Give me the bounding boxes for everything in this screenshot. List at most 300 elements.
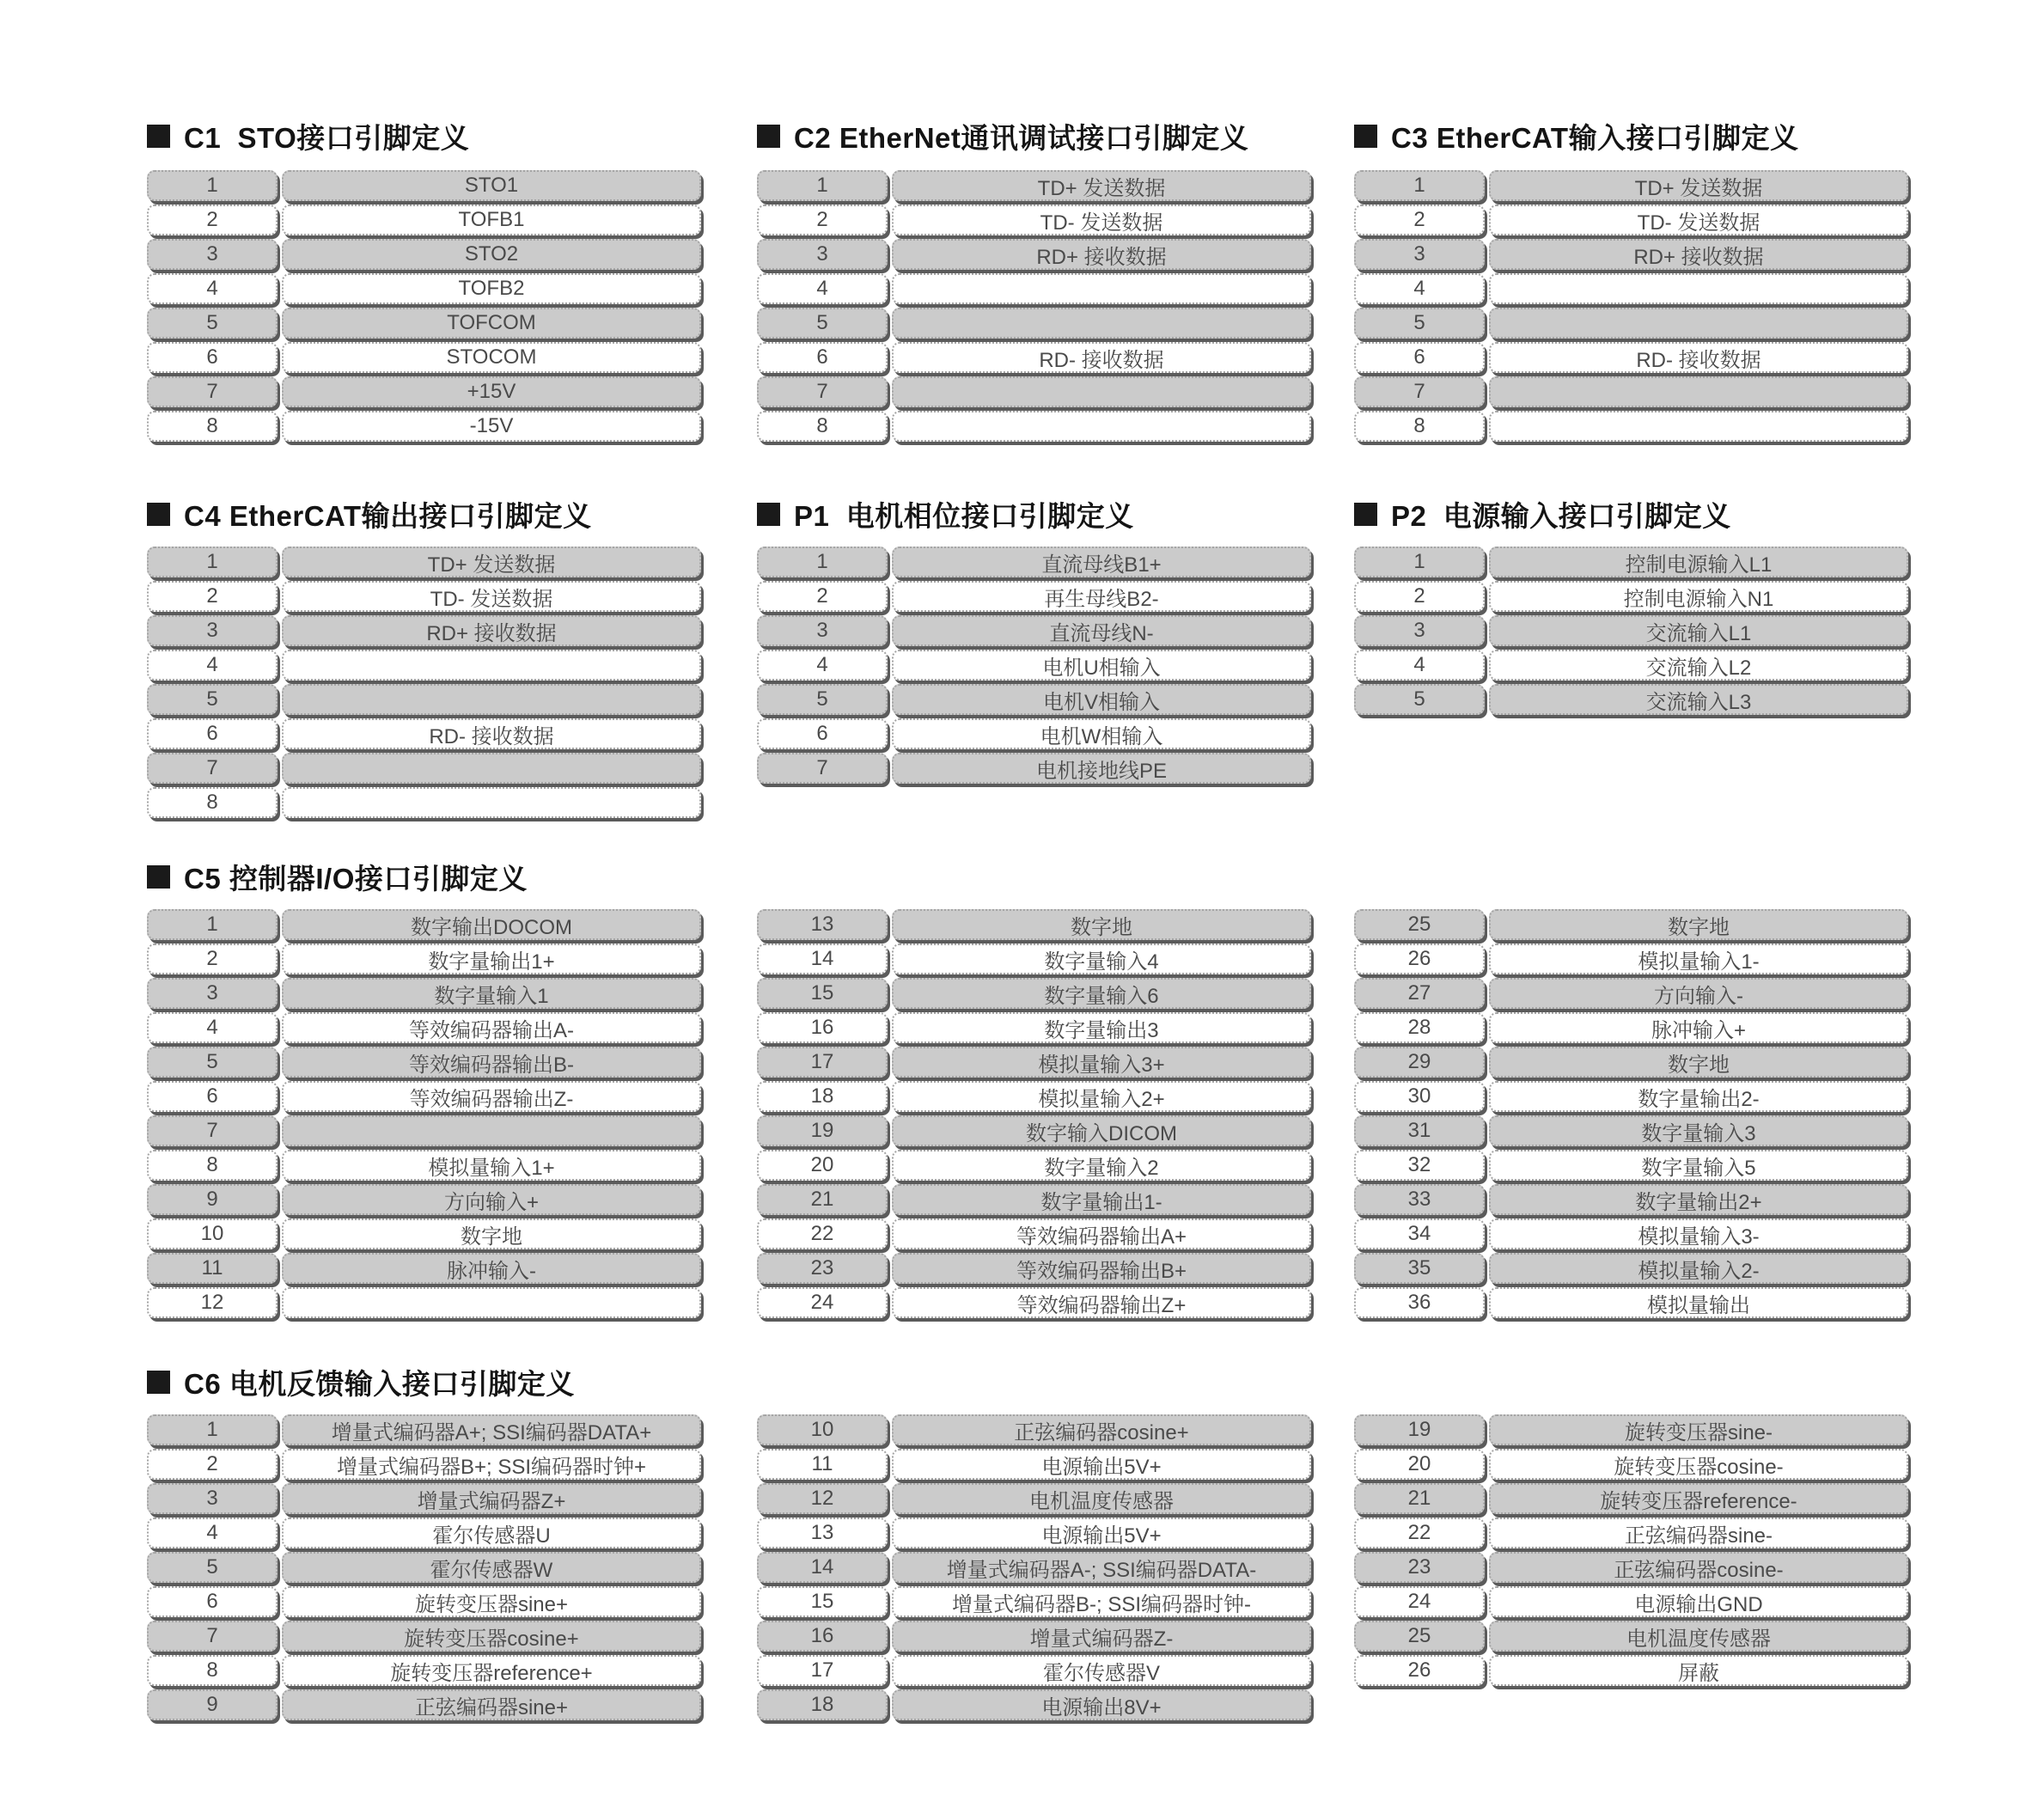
pin-number: 2 <box>757 205 888 235</box>
pin-label: TOFCOM <box>282 308 701 339</box>
table-row <box>147 1655 701 1686</box>
table-row <box>1354 239 1908 270</box>
pin-label: 脉冲输入- <box>282 1253 701 1284</box>
table-row <box>757 1689 1311 1720</box>
pin-label: 增量式编码器B+; SSI编码器时钟+ <box>282 1449 701 1480</box>
pin-label: 数字地 <box>1489 1047 1908 1078</box>
table-row <box>1354 1218 1908 1249</box>
pin-label <box>1489 308 1908 339</box>
c4-pin-table <box>147 547 701 818</box>
pin-label <box>892 273 1311 304</box>
section-title-c1 <box>147 117 469 155</box>
pin-label: TD- 发送数据 <box>282 581 701 612</box>
pin-number: 3 <box>1354 615 1485 646</box>
pin-label: 旋转变压器sine- <box>1489 1414 1908 1445</box>
table-row <box>147 909 701 940</box>
pin-label: 控制电源输入N1 <box>1489 581 1908 612</box>
table-row <box>147 978 701 1009</box>
pin-label: RD- 接收数据 <box>892 342 1311 373</box>
section-title-p2 <box>1354 495 1731 533</box>
c6-pin-table-19-26 <box>1354 1414 1908 1686</box>
pin-number: 2 <box>1354 205 1485 235</box>
pin-number: 5 <box>757 684 888 715</box>
pin-label: 数字输入DICOM <box>892 1115 1311 1146</box>
pin-label: 等效编码器输出B- <box>282 1047 701 1078</box>
table-row <box>147 1184 701 1215</box>
table-row <box>757 308 1311 339</box>
pin-number: 4 <box>1354 273 1485 304</box>
black-square-icon <box>1354 125 1377 148</box>
table-row <box>147 547 701 577</box>
pin-label <box>892 308 1311 339</box>
pin-number: 7 <box>147 376 278 407</box>
pin-label: STO2 <box>282 239 701 270</box>
pin-label: 数字量输出1- <box>892 1184 1311 1215</box>
section-title-text: P1 电机相位接口引脚定义 <box>794 499 1134 532</box>
table-row <box>757 1047 1311 1078</box>
pin-number: 9 <box>147 1689 278 1720</box>
table-row <box>1354 1184 1908 1215</box>
pin-number: 7 <box>1354 376 1485 407</box>
pin-number: 19 <box>757 1115 888 1146</box>
pin-label <box>282 684 701 715</box>
table-row <box>757 684 1311 715</box>
pin-number: 14 <box>757 1552 888 1583</box>
pin-number: 1 <box>147 547 278 577</box>
pin-number: 6 <box>1354 342 1485 373</box>
pin-label: 增量式编码器B-; SSI编码器时钟- <box>892 1586 1311 1617</box>
pin-number: 3 <box>147 615 278 646</box>
table-row <box>1354 1047 1908 1078</box>
pin-label <box>282 753 701 784</box>
pin-number: 2 <box>147 1449 278 1480</box>
pin-number: 1 <box>1354 170 1485 201</box>
pin-number: 13 <box>757 909 888 940</box>
table-row <box>757 650 1311 681</box>
c5-pin-table-25-36 <box>1354 909 1908 1318</box>
table-row <box>1354 1150 1908 1181</box>
table-row <box>147 1621 701 1652</box>
pin-label: 模拟量输出 <box>1489 1287 1908 1318</box>
table-row <box>1354 581 1908 612</box>
pin-number: 5 <box>757 308 888 339</box>
black-square-icon <box>147 1371 170 1394</box>
pin-number: 5 <box>1354 308 1485 339</box>
pin-number: 31 <box>1354 1115 1485 1146</box>
pin-label: 电源输出5V+ <box>892 1449 1311 1480</box>
table-row <box>147 308 701 339</box>
table-row <box>1354 1552 1908 1583</box>
table-row <box>757 1150 1311 1181</box>
pin-number: 20 <box>757 1150 888 1181</box>
pin-number: 25 <box>1354 909 1485 940</box>
table-row <box>757 944 1311 974</box>
pin-number: 32 <box>1354 1150 1485 1181</box>
table-row <box>147 581 701 612</box>
pin-number: 27 <box>1354 978 1485 1009</box>
pin-number: 24 <box>757 1287 888 1318</box>
pin-number: 29 <box>1354 1047 1485 1078</box>
pin-number: 24 <box>1354 1586 1485 1617</box>
pin-number: 5 <box>147 308 278 339</box>
pin-label: TD+ 发送数据 <box>892 170 1311 201</box>
pin-number: 17 <box>757 1655 888 1686</box>
pin-label: 等效编码器输出B+ <box>892 1253 1311 1284</box>
pin-label: TOFB1 <box>282 205 701 235</box>
pin-number: 6 <box>147 718 278 749</box>
table-row <box>147 170 701 201</box>
pin-number: 14 <box>757 944 888 974</box>
table-row <box>757 547 1311 577</box>
pin-number: 21 <box>757 1184 888 1215</box>
section-title-p1 <box>757 495 1134 533</box>
pin-label <box>892 411 1311 442</box>
pin-number: 1 <box>147 170 278 201</box>
table-row <box>147 615 701 646</box>
pin-label <box>1489 411 1908 442</box>
table-row <box>1354 909 1908 940</box>
table-row <box>757 615 1311 646</box>
pin-label: 电机温度传感器 <box>892 1483 1311 1514</box>
pin-number: 13 <box>757 1518 888 1548</box>
pin-label: 等效编码器输出A+ <box>892 1218 1311 1249</box>
table-row <box>757 1184 1311 1215</box>
black-square-icon <box>757 125 780 148</box>
pin-number: 8 <box>147 1655 278 1686</box>
pin-number: 20 <box>1354 1449 1485 1480</box>
pin-label: 交流输入L1 <box>1489 615 1908 646</box>
pin-number: 2 <box>147 944 278 974</box>
table-row <box>147 1115 701 1146</box>
pin-label: 方向输入- <box>1489 978 1908 1009</box>
pin-label: 增量式编码器A-; SSI编码器DATA- <box>892 1552 1311 1583</box>
pin-number: 26 <box>1354 944 1485 974</box>
section-title-text: C6 电机反馈输入接口引脚定义 <box>184 1367 575 1400</box>
table-row <box>1354 1081 1908 1112</box>
pin-label: 正弦编码器cosine+ <box>892 1414 1311 1445</box>
table-row <box>1354 615 1908 646</box>
table-row <box>1354 205 1908 235</box>
table-row <box>1354 1253 1908 1284</box>
table-row <box>757 718 1311 749</box>
table-row <box>1354 342 1908 373</box>
table-row <box>147 1449 701 1480</box>
table-row <box>757 1218 1311 1249</box>
pin-label: 正弦编码器sine+ <box>282 1689 701 1720</box>
pin-label: RD+ 接收数据 <box>1489 239 1908 270</box>
pin-number: 4 <box>757 650 888 681</box>
pin-label: -15V <box>282 411 701 442</box>
pin-number: 8 <box>147 411 278 442</box>
table-row <box>1354 170 1908 201</box>
table-row <box>147 1689 701 1720</box>
table-row <box>757 342 1311 373</box>
pin-label: 数字地 <box>1489 909 1908 940</box>
table-row <box>757 1449 1311 1480</box>
pin-label: STOCOM <box>282 342 701 373</box>
table-row <box>1354 273 1908 304</box>
pin-label: 数字量输出2+ <box>1489 1184 1908 1215</box>
pin-label: 增量式编码器A+; SSI编码器DATA+ <box>282 1414 701 1445</box>
pin-number: 2 <box>147 205 278 235</box>
table-row <box>147 273 701 304</box>
section-title-text: C1 STO接口引脚定义 <box>184 121 470 154</box>
pin-number: 18 <box>757 1689 888 1720</box>
section-title-text: P2 电源输入接口引脚定义 <box>1391 499 1731 532</box>
pin-number: 6 <box>757 718 888 749</box>
table-row <box>147 1414 701 1445</box>
pin-number: 2 <box>147 581 278 612</box>
pin-label: 数字地 <box>892 909 1311 940</box>
pin-label: 再生母线B2- <box>892 581 1311 612</box>
pin-label: 控制电源输入L1 <box>1489 547 1908 577</box>
table-row <box>147 1586 701 1617</box>
pin-label: 增量式编码器Z- <box>892 1621 1311 1652</box>
c3-pin-table <box>1354 170 1908 442</box>
pin-number: 30 <box>1354 1081 1485 1112</box>
pin-label <box>282 1287 701 1318</box>
pin-label <box>282 650 701 681</box>
section-title-text: C3 EtherCAT输入接口引脚定义 <box>1391 121 1799 154</box>
pin-label: TOFB2 <box>282 273 701 304</box>
table-row <box>1354 1414 1908 1445</box>
pin-label: RD+ 接收数据 <box>282 615 701 646</box>
pin-label: 屏蔽 <box>1489 1655 1908 1686</box>
table-row <box>757 1655 1311 1686</box>
pin-label: RD+ 接收数据 <box>892 239 1311 270</box>
pin-number: 5 <box>147 684 278 715</box>
table-row <box>757 1518 1311 1548</box>
pin-number: 4 <box>147 1012 278 1043</box>
pin-number: 7 <box>757 376 888 407</box>
table-row <box>147 342 701 373</box>
pin-label: 数字量输出3 <box>892 1012 1311 1043</box>
pin-label: TD- 发送数据 <box>892 205 1311 235</box>
c1-pin-table <box>147 170 701 442</box>
pin-label <box>282 787 701 818</box>
table-row <box>1354 1449 1908 1480</box>
table-row <box>757 1115 1311 1146</box>
table-row <box>147 1012 701 1043</box>
pin-number: 1 <box>757 170 888 201</box>
pin-label: 霍尔传感器U <box>282 1518 701 1548</box>
table-row <box>757 581 1311 612</box>
pin-number: 16 <box>757 1621 888 1652</box>
pin-label: 数字量输入3 <box>1489 1115 1908 1146</box>
pin-label: 等效编码器输出Z- <box>282 1081 701 1112</box>
table-row <box>147 1150 701 1181</box>
pin-label: 等效编码器输出Z+ <box>892 1287 1311 1318</box>
table-row <box>757 1081 1311 1112</box>
table-row <box>147 411 701 442</box>
pin-number: 10 <box>147 1218 278 1249</box>
pin-label: 电机U相输入 <box>892 650 1311 681</box>
pin-label: RD- 接收数据 <box>282 718 701 749</box>
table-row <box>1354 650 1908 681</box>
pin-number: 18 <box>757 1081 888 1112</box>
pin-label: +15V <box>282 376 701 407</box>
pin-number: 3 <box>147 1483 278 1514</box>
table-row <box>757 239 1311 270</box>
pin-number: 10 <box>757 1414 888 1445</box>
section-title-c6 <box>147 1363 575 1401</box>
pin-label: 数字量输入4 <box>892 944 1311 974</box>
p2-pin-table <box>1354 547 1908 715</box>
table-row <box>757 1012 1311 1043</box>
table-row <box>1354 684 1908 715</box>
pin-label: 旋转变压器cosine- <box>1489 1449 1908 1480</box>
black-square-icon <box>1354 503 1377 526</box>
table-row <box>147 650 701 681</box>
table-row <box>147 753 701 784</box>
pin-label: 脉冲输入+ <box>1489 1012 1908 1043</box>
table-row <box>757 273 1311 304</box>
pin-label: 电机V相输入 <box>892 684 1311 715</box>
pin-label: 旋转变压器sine+ <box>282 1586 701 1617</box>
table-row <box>1354 376 1908 407</box>
section-title-c4 <box>147 495 592 533</box>
pin-number: 11 <box>757 1449 888 1480</box>
table-row <box>757 411 1311 442</box>
table-row <box>147 684 701 715</box>
pin-number: 23 <box>1354 1552 1485 1583</box>
table-row <box>147 1287 701 1318</box>
pin-number: 34 <box>1354 1218 1485 1249</box>
pin-number: 1 <box>147 909 278 940</box>
pin-number: 5 <box>147 1552 278 1583</box>
pin-number: 3 <box>757 239 888 270</box>
table-row <box>1354 1483 1908 1514</box>
pin-label: 电机W相输入 <box>892 718 1311 749</box>
table-row <box>1354 1287 1908 1318</box>
pin-number: 21 <box>1354 1483 1485 1514</box>
pin-number: 6 <box>147 1081 278 1112</box>
c6-pin-table-1-9 <box>147 1414 701 1720</box>
pin-number: 1 <box>147 1414 278 1445</box>
section-title-text: C5 控制器I/O接口引脚定义 <box>184 862 528 895</box>
table-row <box>757 909 1311 940</box>
table-row <box>757 1253 1311 1284</box>
pin-number: 4 <box>1354 650 1485 681</box>
pin-label: 数字量输出1+ <box>282 944 701 974</box>
pin-label: 模拟量输入1- <box>1489 944 1908 974</box>
c2-pin-table <box>757 170 1311 442</box>
pin-label: 数字量输出2- <box>1489 1081 1908 1112</box>
pin-label: 数字量输入5 <box>1489 1150 1908 1181</box>
table-row <box>1354 944 1908 974</box>
pin-label: 旋转变压器reference- <box>1489 1483 1908 1514</box>
pin-number: 9 <box>147 1184 278 1215</box>
pin-label: 正弦编码器sine- <box>1489 1518 1908 1548</box>
table-row <box>757 376 1311 407</box>
black-square-icon <box>757 503 780 526</box>
pin-label: 旋转变压器cosine+ <box>282 1621 701 1652</box>
table-row <box>757 1621 1311 1652</box>
table-row <box>757 978 1311 1009</box>
pin-label: 电源输出8V+ <box>892 1689 1311 1720</box>
table-row <box>757 1586 1311 1617</box>
table-row <box>757 1552 1311 1583</box>
pin-label: 数字量输入6 <box>892 978 1311 1009</box>
c5-pin-table-13-24 <box>757 909 1311 1318</box>
pin-label <box>282 1115 701 1146</box>
section-title-text: C4 EtherCAT输出接口引脚定义 <box>184 499 592 532</box>
pin-label <box>892 376 1311 407</box>
table-row <box>147 376 701 407</box>
pin-label: 电源输出GND <box>1489 1586 1908 1617</box>
pin-label: 数字输出DOCOM <box>282 909 701 940</box>
table-row <box>147 1081 701 1112</box>
pin-number: 2 <box>757 581 888 612</box>
pin-number: 23 <box>757 1253 888 1284</box>
table-row <box>147 1253 701 1284</box>
table-row <box>147 1218 701 1249</box>
table-row <box>1354 1586 1908 1617</box>
table-row <box>147 1047 701 1078</box>
table-row <box>757 1414 1311 1445</box>
pin-label: 直流母线B1+ <box>892 547 1311 577</box>
pin-number: 7 <box>147 1115 278 1146</box>
pin-number: 12 <box>147 1287 278 1318</box>
pin-number: 8 <box>757 411 888 442</box>
table-row <box>147 944 701 974</box>
pin-label: 交流输入L2 <box>1489 650 1908 681</box>
pin-number: 3 <box>147 239 278 270</box>
section-title-c3 <box>1354 117 1799 155</box>
section-title-text: C2 EtherNet通讯调试接口引脚定义 <box>794 121 1249 154</box>
pin-number: 22 <box>757 1218 888 1249</box>
table-row <box>757 1287 1311 1318</box>
pin-number: 36 <box>1354 1287 1485 1318</box>
table-row <box>757 170 1311 201</box>
pin-number: 8 <box>147 787 278 818</box>
table-row <box>147 787 701 818</box>
pin-label: 电源输出5V+ <box>892 1518 1311 1548</box>
black-square-icon <box>147 125 170 148</box>
pin-number: 28 <box>1354 1012 1485 1043</box>
table-row <box>1354 978 1908 1009</box>
pin-number: 25 <box>1354 1621 1485 1652</box>
pin-label: 模拟量输入2+ <box>892 1081 1311 1112</box>
pin-label: 电机温度传感器 <box>1489 1621 1908 1652</box>
pin-number: 15 <box>757 978 888 1009</box>
pin-label: 方向输入+ <box>282 1184 701 1215</box>
pin-number: 35 <box>1354 1253 1485 1284</box>
pin-number: 3 <box>1354 239 1485 270</box>
pin-label: STO1 <box>282 170 701 201</box>
pin-number: 4 <box>147 650 278 681</box>
pin-number: 33 <box>1354 1184 1485 1215</box>
table-row <box>1354 1621 1908 1652</box>
pin-number: 3 <box>757 615 888 646</box>
pin-label: 旋转变压器reference+ <box>282 1655 701 1686</box>
table-row <box>1354 1012 1908 1043</box>
p1-pin-table <box>757 547 1311 784</box>
pin-number: 6 <box>757 342 888 373</box>
pin-number: 1 <box>1354 547 1485 577</box>
pin-label: 数字量输入1 <box>282 978 701 1009</box>
pin-number: 6 <box>147 1586 278 1617</box>
pin-number: 6 <box>147 342 278 373</box>
pin-number: 7 <box>147 753 278 784</box>
black-square-icon <box>147 865 170 889</box>
pin-label: 直流母线N- <box>892 615 1311 646</box>
pin-number: 5 <box>1354 684 1485 715</box>
pin-number: 7 <box>757 753 888 784</box>
c5-pin-table-1-12 <box>147 909 701 1318</box>
pin-number: 12 <box>757 1483 888 1514</box>
pin-label: 霍尔传感器W <box>282 1552 701 1583</box>
